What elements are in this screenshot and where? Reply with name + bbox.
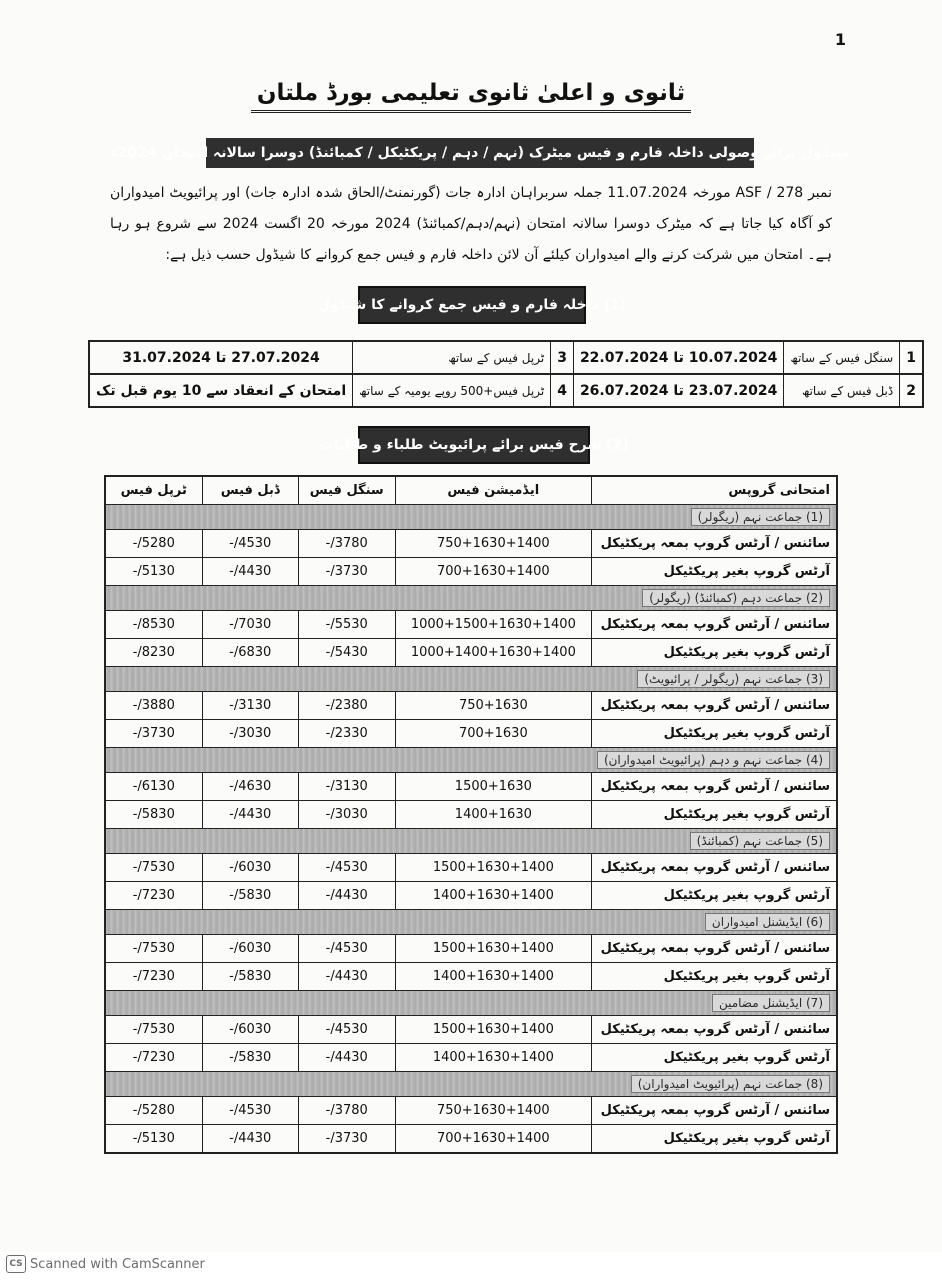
- schedule-dates: 23.07.2024 تا 26.07.2024: [573, 374, 783, 407]
- fee-double: 4430/-: [202, 1125, 298, 1154]
- fee-double: 5830/-: [202, 882, 298, 910]
- fee-admission: 1500+1630+1400: [395, 935, 591, 963]
- fee-category-title: (3) جماعت نہم (ریگولر / پرائیویٹ): [637, 670, 830, 688]
- fee-triple: 8530/-: [105, 611, 202, 639]
- fee-double: 4430/-: [202, 558, 298, 586]
- fee-group: آرٹس گروپ بغیر پریکٹیکل: [592, 558, 837, 586]
- fee-admission: 1400+1630+1400: [395, 1044, 591, 1072]
- table-row: [105, 1097, 837, 1125]
- schedule-heading: شیڈول برائے وصولی داخلہ فارم و فیس میٹرک (نہم / دہم / پریکٹیکل / کمبائنڈ) دوسرا سالانہ امتحان 2024ء: [206, 138, 754, 168]
- fee-admission: 1400+1630+1400: [395, 882, 591, 910]
- fee-triple: 8230/-: [105, 639, 202, 667]
- schedule-row: [89, 374, 923, 407]
- table-row: [105, 935, 837, 963]
- fee-double: 3130/-: [202, 692, 298, 720]
- fee-admission: 1500+1630+1400: [395, 1016, 591, 1044]
- fee-category-cell: [105, 1072, 837, 1097]
- table-row: [105, 611, 837, 639]
- fee-group: سائنس / آرٹس گروپ بمعہ پریکٹیکل: [592, 773, 837, 801]
- fee-triple: 5280/-: [105, 530, 202, 558]
- fee-triple: 5130/-: [105, 558, 202, 586]
- fee-group: سائنس / آرٹس گروپ بمعہ پریکٹیکل: [592, 611, 837, 639]
- fee-single: 4530/-: [298, 1016, 395, 1044]
- fee-single: 5430/-: [298, 639, 395, 667]
- fee-table-header-row: [105, 476, 837, 505]
- fee-category-cell: [105, 910, 837, 935]
- page-number: 1: [834, 30, 846, 49]
- fee-admission: 1000+1500+1630+1400: [395, 611, 591, 639]
- fee-triple: 7230/-: [105, 882, 202, 910]
- fee-category-row: [105, 910, 837, 935]
- table-row: [105, 558, 837, 586]
- fee-category-row: [105, 1072, 837, 1097]
- fee-admission: 750+1630+1400: [395, 1097, 591, 1125]
- fee-group: آرٹس گروپ بغیر پریکٹیکل: [592, 963, 837, 991]
- section-2-badge: (2) شرح فیس برائے پرائیویٹ طلباء و طالبات: [358, 426, 590, 464]
- fee-group: آرٹس گروپ بغیر پریکٹیکل: [592, 720, 837, 748]
- header-admission: ایڈمیشن فیس: [395, 476, 591, 505]
- fee-category-row: [105, 505, 837, 530]
- fee-single: 4430/-: [298, 963, 395, 991]
- fee-category-title: (6) ایڈیشنل امیدواران: [705, 913, 830, 931]
- fee-single: 3130/-: [298, 773, 395, 801]
- fee-group: سائنس / آرٹس گروپ بمعہ پریکٹیکل: [592, 1016, 837, 1044]
- schedule-dates: 10.07.2024 تا 22.07.2024: [573, 341, 783, 374]
- fee-double: 4530/-: [202, 1097, 298, 1125]
- fee-triple: 7230/-: [105, 963, 202, 991]
- fee-category-cell: [105, 505, 837, 530]
- fee-category-title: (5) جماعت نہم (کمبائنڈ): [690, 832, 830, 850]
- table-row: [105, 1125, 837, 1154]
- fee-category-row: [105, 667, 837, 692]
- fee-admission: 750+1630: [395, 692, 591, 720]
- fee-group: آرٹس گروپ بغیر پریکٹیکل: [592, 882, 837, 910]
- table-row: [105, 720, 837, 748]
- fee-double: 5830/-: [202, 963, 298, 991]
- fee-category-row: [105, 748, 837, 773]
- fee-admission: 700+1630+1400: [395, 1125, 591, 1154]
- table-row: [105, 639, 837, 667]
- fee-triple: 5830/-: [105, 801, 202, 829]
- board-title-text: ثانوی و اعلیٰ ثانوی تعلیمی بورڈ ملتان: [251, 80, 691, 113]
- fee-triple: 7530/-: [105, 1016, 202, 1044]
- table-row: [105, 773, 837, 801]
- fee-triple: 5130/-: [105, 1125, 202, 1154]
- fee-admission: 700+1630: [395, 720, 591, 748]
- fee-single: 2380/-: [298, 692, 395, 720]
- fee-single: 4530/-: [298, 935, 395, 963]
- fee-category-cell: [105, 829, 837, 854]
- fee-double: 6030/-: [202, 935, 298, 963]
- table-row: [105, 1044, 837, 1072]
- fee-group: آرٹس گروپ بغیر پریکٹیکل: [592, 1125, 837, 1154]
- fee-triple: 3880/-: [105, 692, 202, 720]
- fee-single: 4530/-: [298, 854, 395, 882]
- fee-category-cell: [105, 667, 837, 692]
- fee-group: سائنس / آرٹس گروپ بمعہ پریکٹیکل: [592, 935, 837, 963]
- fee-admission: 1000+1400+1630+1400: [395, 639, 591, 667]
- fee-single: 4430/-: [298, 1044, 395, 1072]
- schedule-serial: 4: [551, 374, 574, 407]
- fee-double: 4430/-: [202, 801, 298, 829]
- fee-group: سائنس / آرٹس گروپ بمعہ پریکٹیکل: [592, 530, 837, 558]
- schedule-serial: 1: [900, 341, 923, 374]
- fee-admission: 700+1630+1400: [395, 558, 591, 586]
- fee-triple: 7530/-: [105, 854, 202, 882]
- schedule-table: [88, 340, 924, 408]
- fee-single: 3730/-: [298, 558, 395, 586]
- table-row: [105, 854, 837, 882]
- fee-double: 4630/-: [202, 773, 298, 801]
- fee-admission: 1400+1630+1400: [395, 963, 591, 991]
- fee-single: 3780/-: [298, 1097, 395, 1125]
- fee-category-row: [105, 829, 837, 854]
- table-row: [105, 963, 837, 991]
- schedule-serial: 3: [551, 341, 574, 374]
- fee-double: 6030/-: [202, 854, 298, 882]
- schedule-fee-type: سنگل فیس کے ساتھ: [784, 341, 900, 374]
- fee-single: 3030/-: [298, 801, 395, 829]
- fee-double: 5830/-: [202, 1044, 298, 1072]
- fee-category-title: (1) جماعت نہم (ریگولر): [691, 508, 830, 526]
- schedule-dates: 27.07.2024 تا 31.07.2024: [89, 341, 353, 374]
- fee-single: 4430/-: [298, 882, 395, 910]
- fee-double: 6030/-: [202, 1016, 298, 1044]
- fee-group: سائنس / آرٹس گروپ بمعہ پریکٹیکل: [592, 1097, 837, 1125]
- fee-admission: 1500+1630: [395, 773, 591, 801]
- fee-double: 4530/-: [202, 530, 298, 558]
- header-triple: ٹرپل فیس: [105, 476, 202, 505]
- fee-triple: 6130/-: [105, 773, 202, 801]
- fee-double: 7030/-: [202, 611, 298, 639]
- header-group: امتحانی گروپس: [592, 476, 837, 505]
- scanner-footer: [6, 1255, 205, 1273]
- fee-group: آرٹس گروپ بغیر پریکٹیکل: [592, 1044, 837, 1072]
- schedule-fee-type: ٹرپل فیس کے ساتھ: [353, 341, 551, 374]
- table-row: [105, 692, 837, 720]
- fee-group: آرٹس گروپ بغیر پریکٹیکل: [592, 639, 837, 667]
- fee-triple: 7530/-: [105, 935, 202, 963]
- schedule-fee-type: ڈبل فیس کے ساتھ: [784, 374, 900, 407]
- fee-category-title: (4) جماعت نہم و دہم (پرائیویٹ امیدواران): [597, 751, 830, 769]
- fee-category-title: (2) جماعت دہم (کمبائنڈ) (ریگولر): [642, 589, 830, 607]
- fee-admission: 1400+1630: [395, 801, 591, 829]
- fee-triple: 3730/-: [105, 720, 202, 748]
- fee-group: سائنس / آرٹس گروپ بمعہ پریکٹیکل: [592, 692, 837, 720]
- camscanner-logo-icon: CS: [6, 1255, 26, 1273]
- fee-category-cell: [105, 748, 837, 773]
- fee-category-row: [105, 991, 837, 1016]
- notice-paragraph: نمبر 278 / ASF مورخہ 11.07.2024 جملہ سربراہان ادارہ جات (گورنمنٹ/الحاق شدہ ادارہ جات) اور پرائیویٹ امیدواران کو آگاہ کیا جاتا ہے کہ میٹرک دوسرا سالانہ امتحان (نہم/دہم/کمبائنڈ) 2024 مورخہ 20 اگست 2024 سے شروع ہو رہا ہے۔ امتحان میں شرکت کرنے والے امیدواران کیلئے آن لائن داخلہ فارم و فیس جمع کروانے کا شیڈول حسب ذیل ہے:: [110, 185, 833, 263]
- schedule-dates: امتحان کے انعقاد سے 10 یوم قبل تک: [89, 374, 353, 407]
- fee-single: 3780/-: [298, 530, 395, 558]
- fee-table: [104, 475, 838, 1154]
- fee-category-cell: [105, 586, 837, 611]
- header-single: سنگل فیس: [298, 476, 395, 505]
- board-title: [0, 80, 942, 113]
- fee-admission: 1500+1630+1400: [395, 854, 591, 882]
- fee-double: 3030/-: [202, 720, 298, 748]
- fee-category-title: (7) ایڈیشنل مضامین: [712, 994, 830, 1012]
- fee-double: 6830/-: [202, 639, 298, 667]
- section-1-badge: (1) داخلہ فارم و فیس جمع کروانے کا شیڈول: [358, 286, 586, 324]
- fee-admission: 750+1630+1400: [395, 530, 591, 558]
- schedule-serial: 2: [900, 374, 923, 407]
- table-row: [105, 801, 837, 829]
- fee-triple: 5280/-: [105, 1097, 202, 1125]
- table-row: [105, 882, 837, 910]
- table-row: [105, 1016, 837, 1044]
- fee-category-title: (8) جماعت نہم (پرائیویٹ امیدواران): [631, 1075, 830, 1093]
- scanner-label: Scanned with CamScanner: [30, 1256, 205, 1272]
- fee-group: سائنس / آرٹس گروپ بمعہ پریکٹیکل: [592, 854, 837, 882]
- fee-single: 3730/-: [298, 1125, 395, 1154]
- table-row: [105, 530, 837, 558]
- fee-single: 5530/-: [298, 611, 395, 639]
- fee-category-cell: [105, 991, 837, 1016]
- schedule-row: [89, 341, 923, 374]
- fee-group: آرٹس گروپ بغیر پریکٹیکل: [592, 801, 837, 829]
- fee-category-row: [105, 586, 837, 611]
- schedule-fee-type: ٹرپل فیس+500 روپے یومیہ کے ساتھ: [353, 374, 551, 407]
- header-double: ڈبل فیس: [202, 476, 298, 505]
- fee-single: 2330/-: [298, 720, 395, 748]
- fee-triple: 7230/-: [105, 1044, 202, 1072]
